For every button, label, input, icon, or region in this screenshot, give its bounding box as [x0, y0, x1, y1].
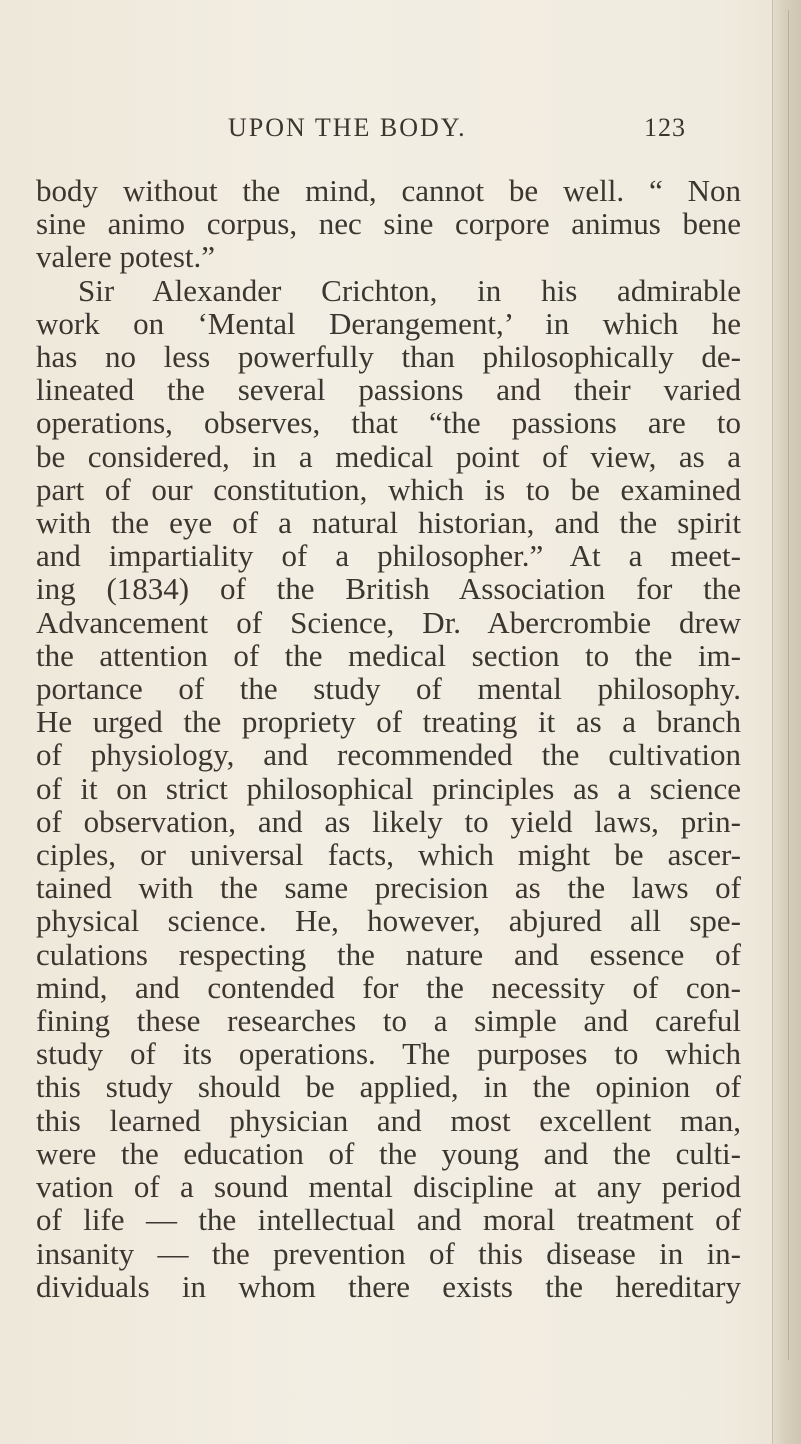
- text-line: ciples, or universal facts, which might be ascer-: [36, 837, 741, 873]
- text-line: lineated the several passions and their varied: [36, 372, 741, 408]
- text-line: of life — the intellectual and moral treatment of: [36, 1202, 741, 1238]
- text-line: physical science. He, however, abjured all spe-: [36, 903, 741, 939]
- text-line: this learned physician and most excellent man,: [36, 1102, 741, 1138]
- text-line: portance of the study of mental philosophy.: [36, 671, 741, 707]
- text-line: study of its operations. The purposes to which: [36, 1036, 741, 1072]
- text-line: culations respecting the nature and essence of: [36, 936, 741, 972]
- text-line: insanity — the prevention of this disease in in-: [36, 1235, 741, 1271]
- text-line: tained with the same precision as the laws of: [36, 870, 741, 906]
- text-line: Sir Alexander Crichton, in his admirable: [78, 272, 741, 308]
- text-line: of it on strict philosophical principles as a science: [36, 770, 741, 806]
- text-line: He urged the propriety of treating it as a branch: [36, 704, 741, 740]
- text-line: vation of a sound mental discipline at any period: [36, 1169, 741, 1205]
- text-line: mind, and contended for the necessity of con-: [36, 969, 741, 1005]
- edge-line: [788, 10, 789, 1360]
- text-line: valere potest.”: [36, 239, 216, 275]
- text-line: and impartiality of a philosopher.” At a meet-: [36, 538, 741, 574]
- text-line: has no less powerfully than philosophically de-: [36, 339, 741, 375]
- text-line: with the eye of a natural historian, and the spirit: [36, 505, 741, 541]
- text-line: this study should be applied, in the opinion of: [36, 1069, 741, 1105]
- text-line: of observation, and as likely to yield laws, prin-: [36, 803, 741, 839]
- running-head: UPON THE BODY.: [228, 113, 467, 142]
- text-line: dividuals in whom there exists the hereditary: [36, 1268, 741, 1304]
- text-line: operations, observes, that “the passions are to: [36, 405, 741, 441]
- page-number: 123: [644, 113, 686, 142]
- text-line: ing (1834) of the British Association for the: [36, 571, 741, 607]
- text-line: part of our constitution, which is to be examined: [36, 471, 741, 507]
- text-line: of physiology, and recommended the cultivation: [36, 737, 741, 773]
- text-line: Advancement of Science, Dr. Abercrombie drew: [36, 604, 741, 640]
- body-text: [36, 174, 741, 1303]
- text-line: body without the mind, cannot be well. “ Non: [36, 173, 741, 208]
- text-line: be considered, in a medical point of view, as a: [36, 438, 741, 474]
- page-header: [228, 113, 688, 153]
- page-edge: [772, 0, 801, 1444]
- text-line: the attention of the medical section to the im-: [36, 637, 741, 673]
- text-line: work on ‘Mental Derangement,’ in which he: [36, 305, 741, 341]
- text-line: were the education of the young and the culti-: [36, 1135, 741, 1171]
- text-line: sine animo corpus, nec sine corpore animus bene: [36, 206, 741, 242]
- text-line: fining these researches to a simple and careful: [36, 1003, 741, 1039]
